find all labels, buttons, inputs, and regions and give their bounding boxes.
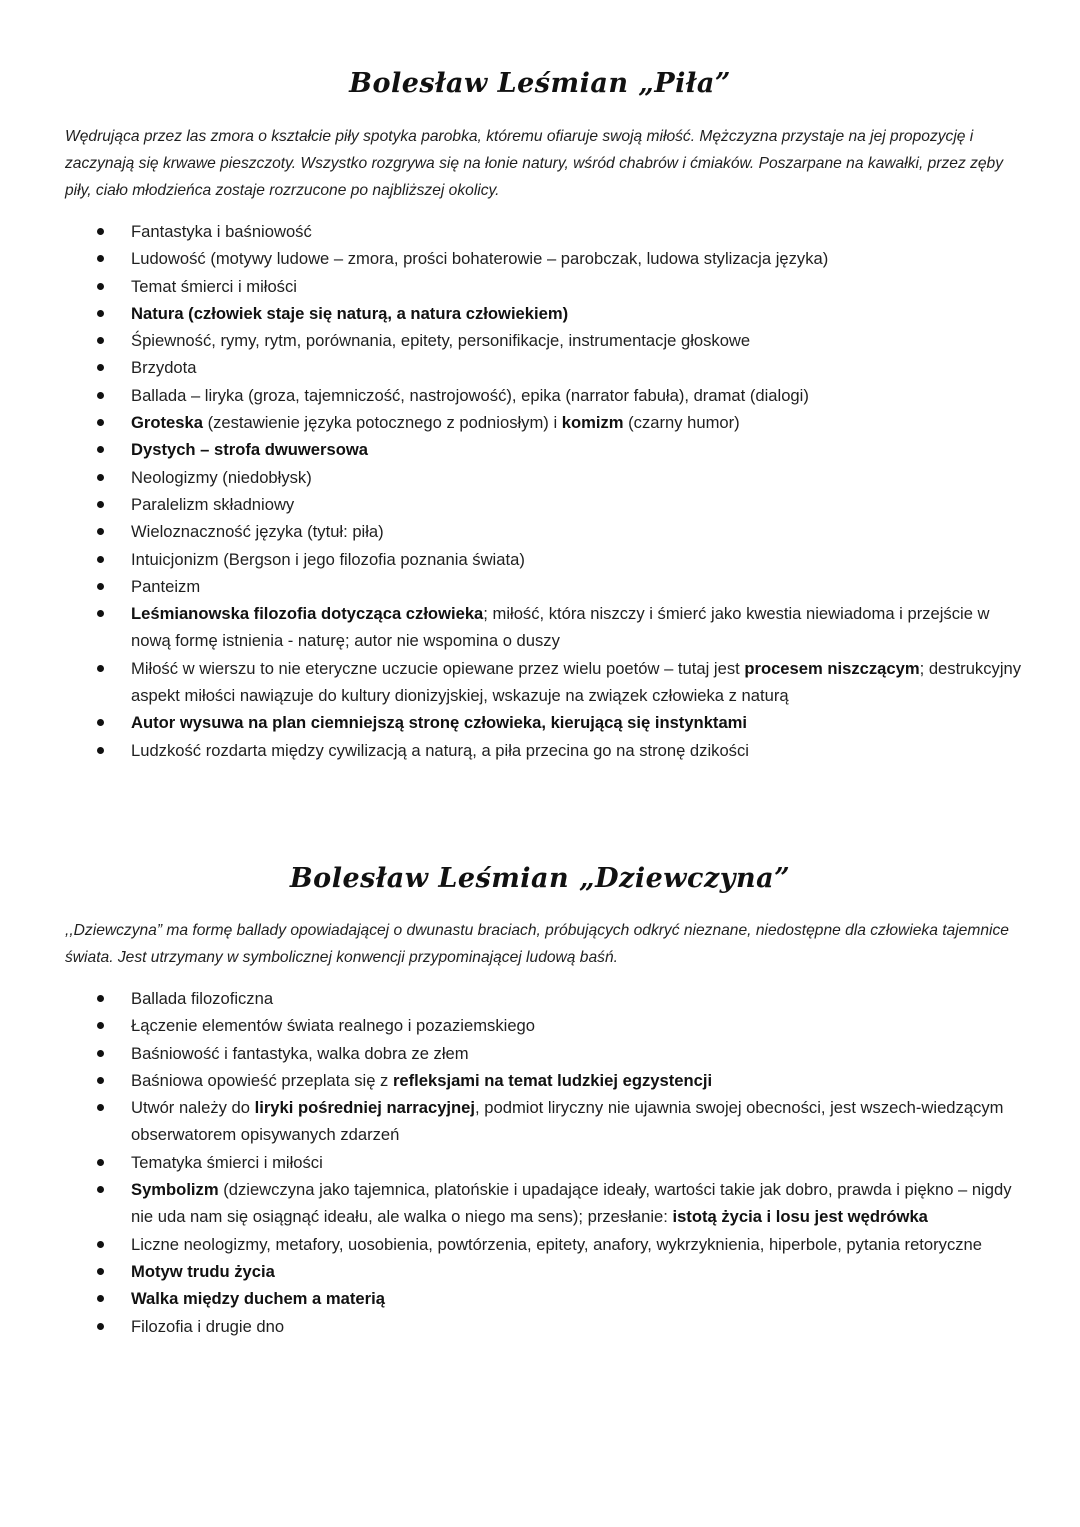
bullet-dot-icon bbox=[97, 747, 104, 754]
bullet-dot-icon bbox=[97, 337, 104, 344]
text: ; destrukcyjny aspekt miłości nawiązuje do kultury dionizyjskiej, wskazuje na związek człowieka z naturą bbox=[131, 658, 1022, 706]
list-item bbox=[0, 1012, 1080, 1039]
text: Liczne neologizmy, metafory, uosobienia, powtórzenia, epitety, anafory, wykrzyknienia, hiperbole, pytania retoryczne bbox=[131, 1234, 983, 1254]
bullet-dot-icon bbox=[97, 1159, 104, 1166]
text: Śpiewność, rymy, rytm, porównania, epitety, personifikacje, instrumentacje głoskowe bbox=[131, 331, 751, 351]
bold-text: Leśmianowska filozofia dotycząca człowieka bbox=[131, 604, 484, 624]
bullet-dot-icon bbox=[97, 556, 104, 563]
text: Miłość w wierszu to nie eteryczne uczucie opiewane przez wielu poetów – tutaj jest bbox=[131, 658, 745, 678]
section-intro: ,,Dziewczyna” ma formę ballady opowiadającej o dwunastu braciach, próbujących odkryć nieznane, niedostępne dla człowieka tajemnice świata. Jest utrzymany w symbolicznej konwencji przypominającej ludową baśń. bbox=[65, 922, 1009, 966]
bullet-dot-icon bbox=[97, 1077, 104, 1084]
bullet-dot-icon bbox=[97, 1323, 104, 1330]
bullet-dot-icon bbox=[97, 583, 104, 590]
list-item bbox=[0, 1067, 1080, 1094]
bold-text: istotą życia i losu jest wędrówka bbox=[672, 1207, 928, 1227]
text: (czarny humor) bbox=[623, 413, 740, 433]
list-item bbox=[0, 354, 1080, 381]
list-item bbox=[0, 737, 1080, 764]
bullet-dot-icon bbox=[97, 419, 104, 426]
bullet-dot-icon bbox=[97, 1050, 104, 1057]
bullet-dot-icon bbox=[97, 995, 104, 1002]
list-item bbox=[0, 1176, 1080, 1231]
bullet-dot-icon bbox=[97, 665, 104, 672]
text: Panteizm bbox=[131, 576, 201, 596]
list-item bbox=[0, 300, 1080, 327]
text: Paralelizm składniowy bbox=[131, 494, 295, 514]
bold-text: refleksjami na temat ludzkiej egzystencji bbox=[392, 1070, 713, 1090]
bold-text: Natura (człowiek staje się naturą, a natura człowiekiem) bbox=[131, 303, 569, 323]
text: Łączenie elementów świata realnego i pozaziemskiego bbox=[131, 1016, 536, 1036]
list-item bbox=[0, 1040, 1080, 1067]
bold-text: Motyw trudu życia bbox=[131, 1261, 275, 1281]
section-intro: Wędrująca przez las zmora o kształcie piły spotyka parobka, któremu ofiaruje swoją miłość. Mężczyzna przystaje na jej propozycję i zaczynają się krwawe pieszczoty. Wszystko rozgrywa się na łonie natury, wśród chabrów i ćmiaków. Poszarpane na kawałki, przez zęby piły, ciało młodzieńca zostaje rozrzucone po najbliższej okolicy. bbox=[65, 128, 1004, 199]
text: Ludowość (motywy ludowe – zmora, prości bohaterowie – parobczak, ludowa stylizacja języka) bbox=[131, 249, 829, 269]
text: Brzydota bbox=[131, 358, 197, 378]
list-item bbox=[0, 985, 1080, 1012]
bullet-list bbox=[0, 985, 1080, 1340]
bullet-list bbox=[0, 218, 1080, 764]
bullet-dot-icon bbox=[97, 255, 104, 262]
bold-text: procesem niszczącym bbox=[744, 658, 920, 678]
text: Ballada – liryka (groza, tajemniczość, nastrojowość), epika (narrator fabuła), dramat (dialogi) bbox=[131, 385, 809, 405]
bullet-dot-icon bbox=[97, 528, 104, 535]
list-item bbox=[0, 1149, 1080, 1176]
text: Intuicjonizm (Bergson i jego filozofia poznania świata) bbox=[131, 549, 525, 569]
text: Filozofia i drugie dno bbox=[131, 1316, 285, 1336]
bold-text: Walka między duchem a materią bbox=[131, 1289, 385, 1309]
bullet-dot-icon bbox=[97, 283, 104, 290]
bullet-dot-icon bbox=[97, 1268, 104, 1275]
text: (zestawienie języka potocznego z podniosłym) i bbox=[202, 413, 562, 433]
text: Wieloznaczność języka (tytuł: piła) bbox=[131, 522, 384, 542]
list-item bbox=[0, 546, 1080, 573]
list-item bbox=[0, 1285, 1080, 1312]
list-item bbox=[0, 382, 1080, 409]
bold-text: Symbolizm bbox=[131, 1180, 219, 1200]
bold-text: Dystych – strofa dwuwersowa bbox=[131, 440, 368, 460]
list-item bbox=[0, 464, 1080, 491]
list-item bbox=[0, 245, 1080, 272]
list-item bbox=[0, 1094, 1080, 1149]
list-item bbox=[0, 573, 1080, 600]
text: Ludzkość rozdarta między cywilizacją a naturą, a piła przecina go na stronę dzikości bbox=[131, 740, 749, 760]
list-item bbox=[0, 1258, 1080, 1285]
text: Utwór należy do bbox=[131, 1098, 255, 1118]
bullet-dot-icon bbox=[97, 446, 104, 453]
text: Ballada filozoficzna bbox=[131, 989, 274, 1008]
bold-text: liryki pośredniej narracyjnej bbox=[254, 1098, 476, 1118]
list-item bbox=[0, 1313, 1080, 1340]
text: Baśniowa opowieść przeplata się z bbox=[131, 1070, 393, 1090]
list-item bbox=[0, 709, 1080, 736]
list-item bbox=[0, 436, 1080, 463]
text: ; miłość, która niszczy i śmierć jako kwestia niewiadoma i przejście w nową formę istnienia - naturę; autor nie wspomina o duszy bbox=[131, 604, 990, 651]
bullet-dot-icon bbox=[97, 610, 104, 617]
text: Tematyka śmierci i miłości bbox=[131, 1152, 323, 1172]
list-item bbox=[0, 327, 1080, 354]
list-item bbox=[0, 218, 1080, 245]
bullet-dot-icon bbox=[97, 310, 104, 317]
text: , podmiot liryczny nie ujawnia swojej obecności, jest wszech-wiedzącym obserwatorem opisywanych zdarzeń bbox=[131, 1098, 1004, 1145]
bullet-dot-icon bbox=[97, 228, 104, 235]
list-item bbox=[0, 655, 1080, 710]
bullet-dot-icon bbox=[97, 1241, 104, 1248]
text: Temat śmierci i miłości bbox=[131, 276, 297, 296]
list-item bbox=[0, 600, 1080, 655]
text: Neologizmy (niedobłysk) bbox=[131, 467, 312, 487]
bullet-dot-icon bbox=[97, 719, 104, 726]
list-item bbox=[0, 409, 1080, 436]
section-title: Bolesław Leśmian „Dziewczyna” bbox=[289, 863, 791, 894]
bullet-dot-icon bbox=[97, 1104, 104, 1111]
bullet-dot-icon bbox=[97, 392, 104, 399]
bullet-dot-icon bbox=[97, 1295, 104, 1302]
list-item bbox=[0, 1231, 1080, 1258]
bold-text: Autor wysuwa na plan ciemniejszą stronę człowieka, kierującą się instynktami bbox=[131, 713, 748, 733]
bullet-dot-icon bbox=[97, 501, 104, 508]
section-title: Bolesław Leśmian „Piła” bbox=[349, 68, 731, 99]
bullet-dot-icon bbox=[97, 364, 104, 371]
list-item bbox=[0, 491, 1080, 518]
bullet-dot-icon bbox=[97, 474, 104, 481]
bold-text: Groteska bbox=[131, 413, 203, 433]
text: Baśniowość i fantastyka, walka dobra ze złem bbox=[131, 1043, 469, 1063]
list-item bbox=[0, 518, 1080, 545]
text: (dziewczyna jako tajemnica, platońskie i upadające ideały, wartości takie jak dobro, prawda i piękno – nigdy nie uda nam się osiągnąć ideału, ale walka o niego ma sens); przesłanie: bbox=[131, 1180, 1012, 1227]
bullet-dot-icon bbox=[97, 1022, 104, 1029]
bullet-dot-icon bbox=[97, 1186, 104, 1193]
list-item bbox=[0, 273, 1080, 300]
text: Fantastyka i baśniowość bbox=[131, 222, 312, 241]
bold-text: komizm bbox=[561, 413, 624, 433]
